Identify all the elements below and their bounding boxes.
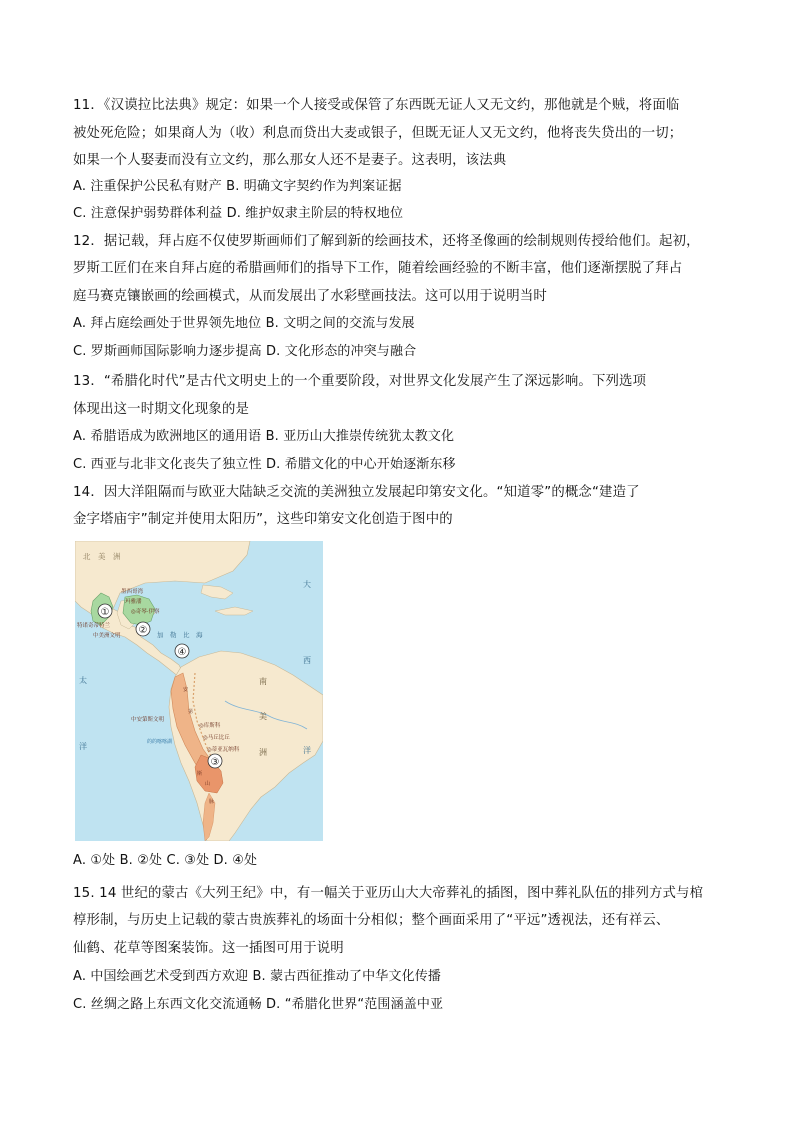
q14-line-1: 14．因大洋阻隔而与欧亚大陆缺乏交流的美洲独立发展起印第安文化。“知道零”的概念“建造了 <box>73 485 640 500</box>
label-south: 南 <box>259 677 267 686</box>
label-andes-civ: 中安第斯文明 <box>131 717 165 723</box>
label-atlantic-2: 西 <box>303 656 311 665</box>
label-lake: 的的喀喀湖 <box>147 739 173 745</box>
q13-line-2: 体现出这一时期文化现象的是 <box>73 402 250 417</box>
marker-3: ③ <box>210 757 220 768</box>
label-mesoamerica: 中美洲文明 <box>93 633 121 639</box>
q15-options-cd: C. 丝绸之路上东西文化交流通畅 D. “希腊化世界“范围涵盖中亚 <box>73 997 444 1012</box>
marker-2: ② <box>138 625 148 636</box>
q12-options-cd: C. 罗斯画师国际影响力逐步提高 D. 文化形态的冲突与融合 <box>73 344 417 359</box>
label-america-3: 洲 <box>259 748 267 757</box>
marker-4: ④ <box>177 647 187 658</box>
q15-line-2: 椁形制，与历史上记载的蒙古贵族葬礼的场面十分相似；整个画面采用了“平远”透视法，还有祥云、 <box>73 913 670 928</box>
q15-line-3: 仙鹤、花草等图案装饰。这一插图可用于说明 <box>73 941 344 956</box>
q14-line-2: 金字塔庙宇”制定并使用太阳历”，这些印第安文化创造于图中的 <box>73 512 453 527</box>
q12-line-3: 庭马赛克镶嵌画的绘画模式，从而发展出了水彩壁画技法。这可以用于说明当时 <box>73 289 547 304</box>
label-di: 第 <box>188 709 194 715</box>
label-teotihuacan: 特诺奇蒂特兰 <box>77 623 111 629</box>
q11-line-1: 11．《汉谟拉比法典》规定：如果一个人接受或保管了东西既无证人又无文约，那他就是个贼，将面临 <box>73 98 680 113</box>
label-chichen: ◎奇琴·伊察 <box>131 609 160 615</box>
label-pacific-3: 洋 <box>79 742 87 751</box>
label-shan: 山 <box>205 781 211 787</box>
label-atlantic-3: 洋 <box>303 746 311 755</box>
q11-line-2: 被处死危险；如果商人为（收）利息而贷出大麦或银子，但既无证人又无文约，他将丧失贷出的一切； <box>73 126 683 141</box>
q11-line-3: 如果一个人娶妻而没有立文约，那么那女人还不是妻子。这表明，该法典 <box>73 153 507 168</box>
marker-1: ① <box>100 607 110 618</box>
label-si: 斯 <box>197 771 203 777</box>
label-mai: 脉 <box>209 799 215 805</box>
label-tiwanaku: ◎蒂亚瓦纳科 <box>207 747 240 753</box>
label-cusco: ◎库斯科 <box>199 723 221 729</box>
label-caribbean: 加 勒 比 海 <box>157 631 203 639</box>
label-america-2: 美 <box>259 712 267 721</box>
q13-options-cd: C. 西亚与北非文化丧失了独立性 D. 希腊文化的中心开始逐渐东移 <box>73 457 456 472</box>
q11-options-ab: A. 注重保护公民私有财产 B. 明确文字契约作为判案证据 <box>73 179 402 194</box>
label-maya: 玛雅潘 <box>125 599 142 605</box>
label-atlantic: 大 <box>303 580 311 589</box>
q12-line-1: 12．据记载，拜占庭不仅使罗斯画师们了解到新的绘画技术，还将圣像画的绘制规则传授给他们。起初， <box>73 234 700 249</box>
q15-options-ab: A. 中国绘画艺术受到西方欢迎 B. 蒙古西征推动了中华文化传播 <box>73 969 442 984</box>
q12-line-2: 罗斯工匠们在来自拜占庭的希腊画师们的指导下工作，随着绘画经验的不断丰富，他们逐渐摆脱了拜占 <box>73 261 683 276</box>
label-pacific-2: 太 <box>79 676 87 685</box>
label-an: 安 <box>183 687 189 693</box>
q13-options-ab: A. 希腊语成为欧洲地区的通用语 B. 亚历山大推崇传统犹太教文化 <box>73 429 455 444</box>
q13-line-1: 13．“希腊化时代”是古代文明史上的一个重要阶段，对世界文化发展产生了深远影响。下列选项 <box>73 374 647 389</box>
q15-line-1: 15. 14 世纪的蒙古《大列王纪》中，有一幅关于亚历山大大帝葬礼的插图，图中葬礼队伍的排列方式与棺 <box>73 886 704 901</box>
americas-map <box>75 541 323 841</box>
q14-options: A. ①处 B. ②处 C. ③处 D. ④处 <box>73 853 258 868</box>
label-mexico-gulf: 墨西哥湾 <box>121 589 144 595</box>
q11-options-cd: C. 注意保护弱势群体利益 D. 维护奴隶主阶层的特权地位 <box>73 206 404 221</box>
label-north-america: 北 美 洲 <box>83 552 121 561</box>
q12-options-ab: A. 拜占庭绘画处于世界领先地位 B. 文明之间的交流与发展 <box>73 316 415 331</box>
label-machu: ◎马丘比丘 <box>203 735 230 741</box>
